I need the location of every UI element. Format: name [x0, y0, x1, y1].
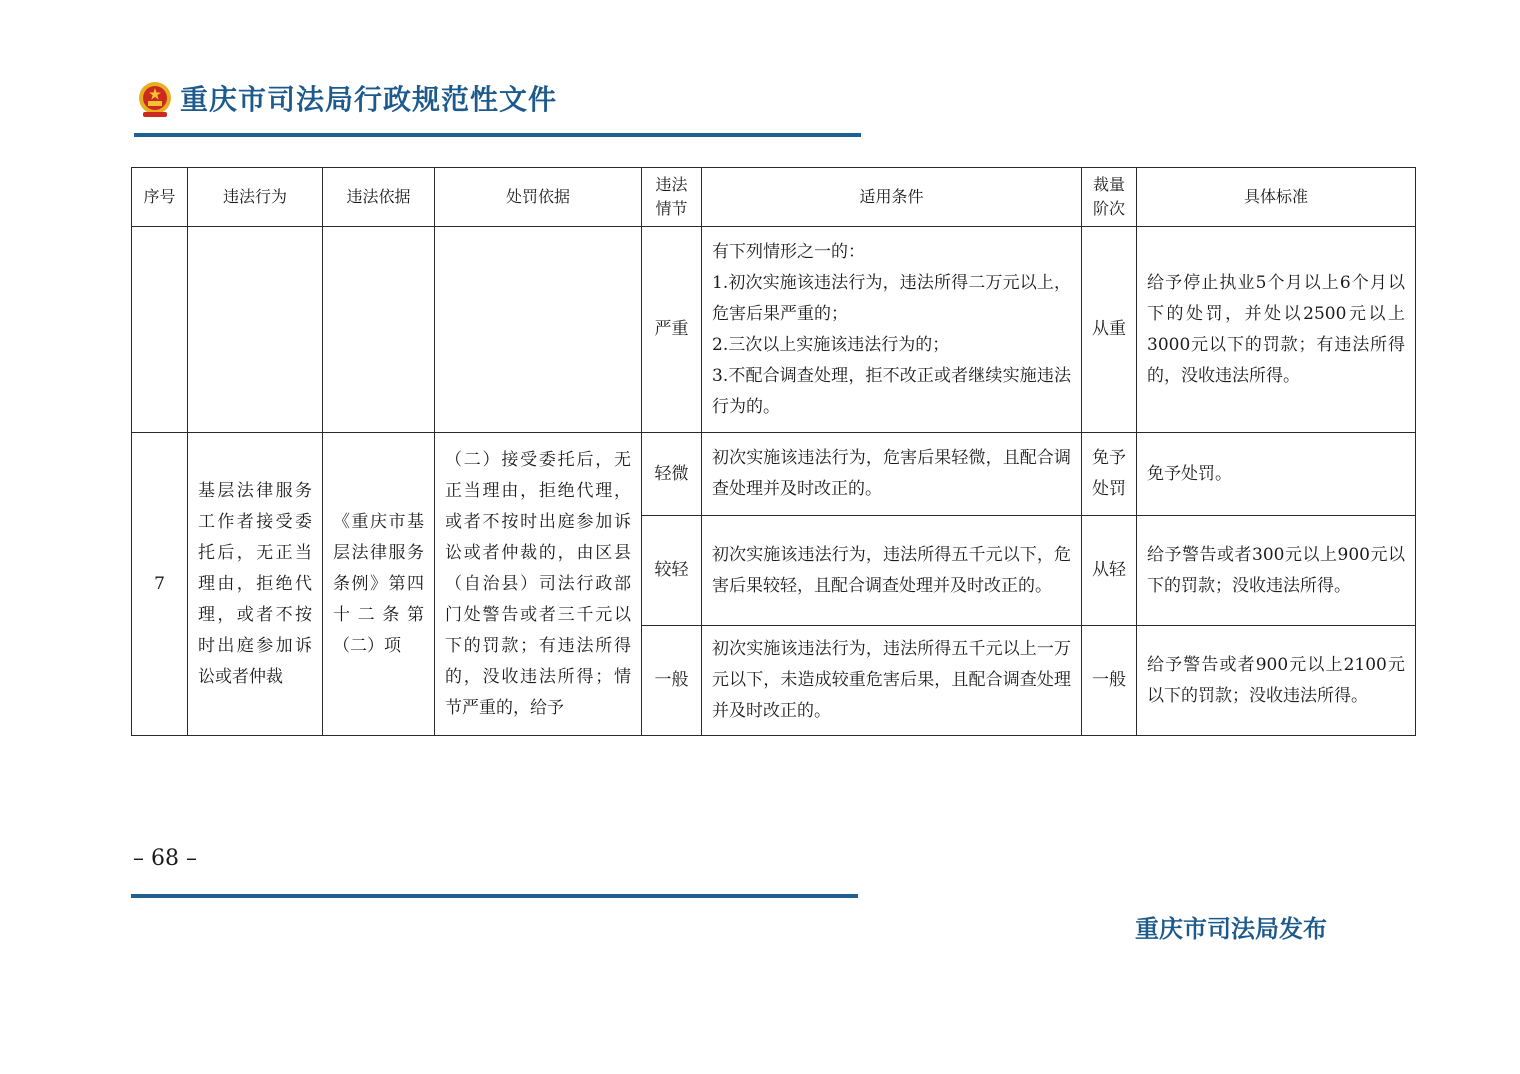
level-cell: 一般 — [1082, 626, 1137, 736]
table-header-row — [132, 168, 1416, 227]
column-header: 具体标准 — [1137, 168, 1416, 227]
level-cell: 从轻 — [1082, 516, 1137, 626]
empty-cell — [323, 227, 435, 433]
standard-cell: 免予处罚。 — [1137, 433, 1416, 516]
standard-cell: 给予警告或者900元以上2100元以下的罚款；没收违法所得。 — [1137, 626, 1416, 736]
column-header: 违法依据 — [323, 168, 435, 227]
condition-cell: 初次实施该违法行为，违法所得五千元以上一万元以下，未造成较重危害后果，且配合调查处理并及时改正的。 — [702, 626, 1082, 736]
column-header: 处罚依据 — [435, 168, 642, 227]
empty-cell — [188, 227, 323, 433]
circumstance-cell: 较轻 — [642, 516, 702, 626]
condition-cell: 有下列情形之一的： 1.初次实施该违法行为，违法所得二万元以上，危害后果严重的； 2.三次以上实施该违法行为的； 3.不配合调查处理，拒不改正或者继续实施违法行为的。 — [702, 227, 1082, 433]
national-emblem-icon — [137, 80, 173, 120]
column-header: 序号 — [132, 168, 188, 227]
empty-cell — [132, 227, 188, 433]
column-header: 违法行为 — [188, 168, 323, 227]
penalty-discretion-table — [131, 167, 1416, 736]
table-row — [132, 227, 1416, 433]
level-cell: 免予 处罚 — [1082, 433, 1137, 516]
table-row — [132, 433, 1416, 516]
level-cell: 从重 — [1082, 227, 1137, 433]
standard-cell: 给予警告或者300元以上900元以下的罚款；没收违法所得。 — [1137, 516, 1416, 626]
legal-basis-cell: 《重庆市基层法律服务条例》第四十二条第（二）项 — [323, 433, 435, 736]
empty-cell — [435, 227, 642, 433]
column-header: 适用条件 — [702, 168, 1082, 227]
behavior-cell: 基层法律服务工作者接受委托后，无正当理由，拒绝代理，或者不按时出庭参加诉讼或者仲裁 — [188, 433, 323, 736]
penalty-basis-cell: （二）接受委托后，无正当理由，拒绝代理，或者不按时出庭参加诉讼或者仲裁的，由区县（自治县）司法行政部门处警告或者三千元以下的罚款；有违法所得的，没收违法所得；情节严重的，给予 — [435, 433, 642, 736]
circumstance-cell: 严重 — [642, 227, 702, 433]
circumstance-cell: 轻微 — [642, 433, 702, 516]
column-header: 裁量 阶次 — [1082, 168, 1137, 227]
standard-cell: 给予停止执业5个月以上6个月以下的处罚，并处以2500元以上3000元以下的罚款；有违法所得的，没收违法所得。 — [1137, 227, 1416, 433]
condition-cell: 初次实施该违法行为，违法所得五千元以下，危害后果较轻，且配合调查处理并及时改正的。 — [702, 516, 1082, 626]
document-header-title: 重庆市司法局行政规范性文件 — [180, 83, 558, 116]
condition-cell: 初次实施该违法行为，危害后果轻微，且配合调查处理并及时改正的。 — [702, 433, 1082, 516]
circumstance-cell: 一般 — [642, 626, 702, 736]
header-divider — [134, 133, 861, 137]
column-header: 违法 情节 — [642, 168, 702, 227]
page-number: – 68 – — [133, 846, 197, 871]
item-number-cell: 7 — [132, 433, 188, 736]
footer-divider — [131, 894, 858, 898]
footer-publisher: 重庆市司法局发布 — [1135, 914, 1327, 943]
